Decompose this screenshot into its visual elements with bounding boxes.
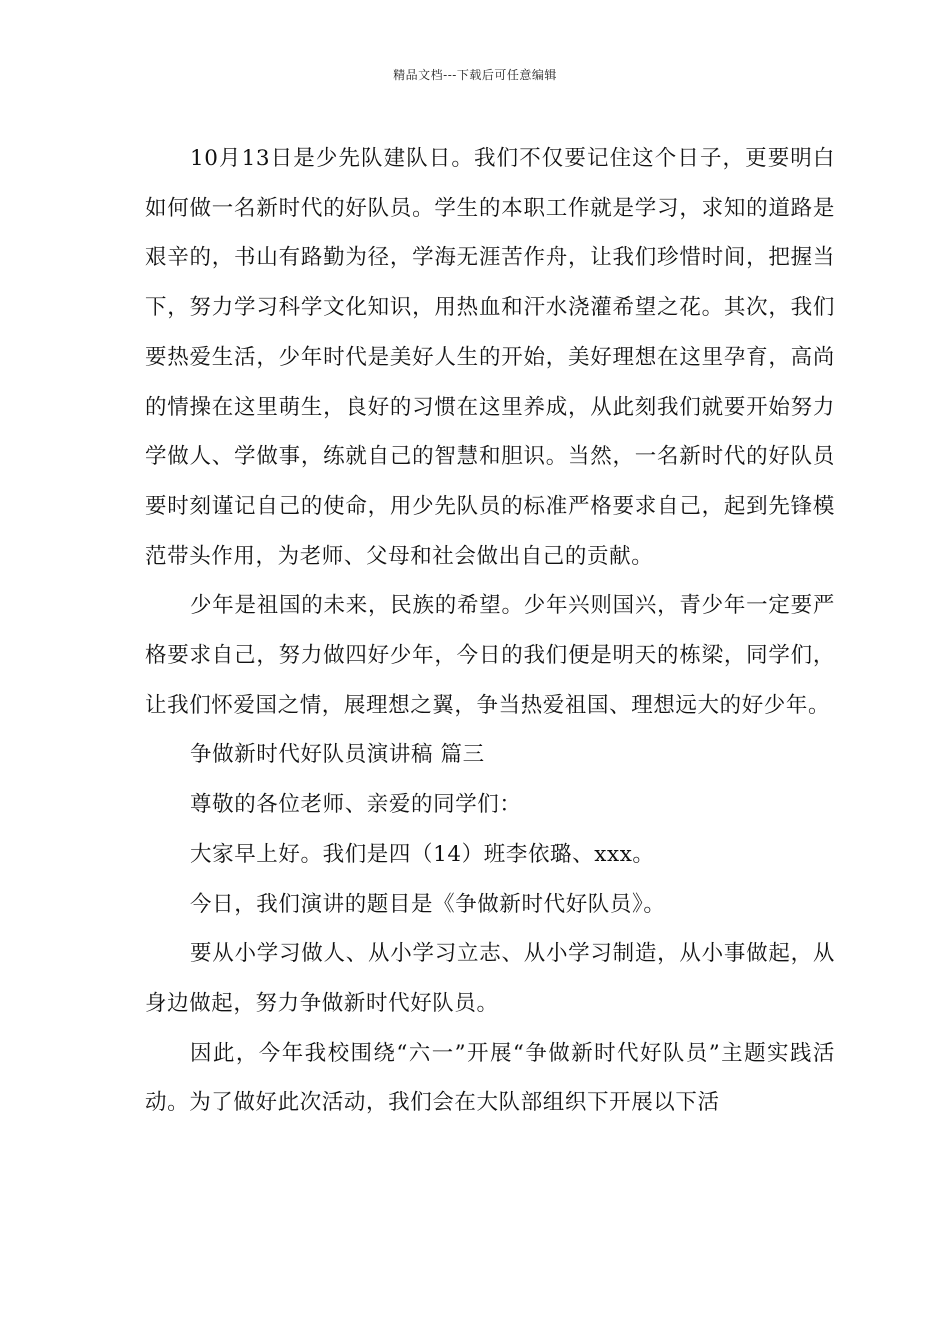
salutation: 尊敬的各位老师、亲爱的同学们： bbox=[190, 792, 522, 818]
document-body bbox=[145, 134, 835, 1128]
page-header: 精品文档---下载后可任意编辑 bbox=[393, 68, 557, 82]
paragraph-youth-future: 少年是祖国的未来，民族的希望。少年兴则国兴，青少年一定要严格要求自己，努力做四好少年，今日的我们便是明天的栋梁，同学们，让我们怀爱国之情，展理想之翼，争当热爱祖国、理想远大的好少年。 bbox=[145, 593, 835, 718]
greeting: 大家早上好。我们是四（14）班李依璐、xxx。 bbox=[190, 841, 655, 867]
paragraph-activity: 因此，今年我校围绕“六一”开展“争做新时代好队员”主题实践活动。为了做好此次活动，我们会在大队部组织下开展以下活 bbox=[145, 1040, 835, 1116]
section-title: 争做新时代好队员演讲稿 篇三 bbox=[190, 742, 485, 768]
paragraph-team-day: 10月13日是少先队建队日。我们不仅要记住这个日子，更要明白如何做一名新时代的好队员。学生的本职工作就是学习，求知的道路是艰辛的，书山有路勤为径，学海无涯苦作舟，让我们珍惜时间，把握当下，努力学习科学文化知识，用热血和汗水浇灌希望之花。其次，我们要热爱生活，少年时代是美好人生的开始，美好理想在这里孕育，高尚的情操在这里萌生，良好的习惯在这里养成，从此刻我们就要开始努力学做人、学做事，练就自己的智慧和胆识。当然，一名新时代的好队员要时刻谨记自己的使命，用少先队员的标准严格要求自己，起到先锋模范带头作用，为老师、父母和社会做出自己的贡献。 bbox=[145, 146, 835, 569]
paragraph-learn-early: 要从小学习做人、从小学习立志、从小学习制造，从小事做起，从身边做起，努力争做新时代好队员。 bbox=[145, 941, 835, 1016]
speech-topic: 今日，我们演讲的题目是《争做新时代好队员》。 bbox=[190, 891, 666, 917]
